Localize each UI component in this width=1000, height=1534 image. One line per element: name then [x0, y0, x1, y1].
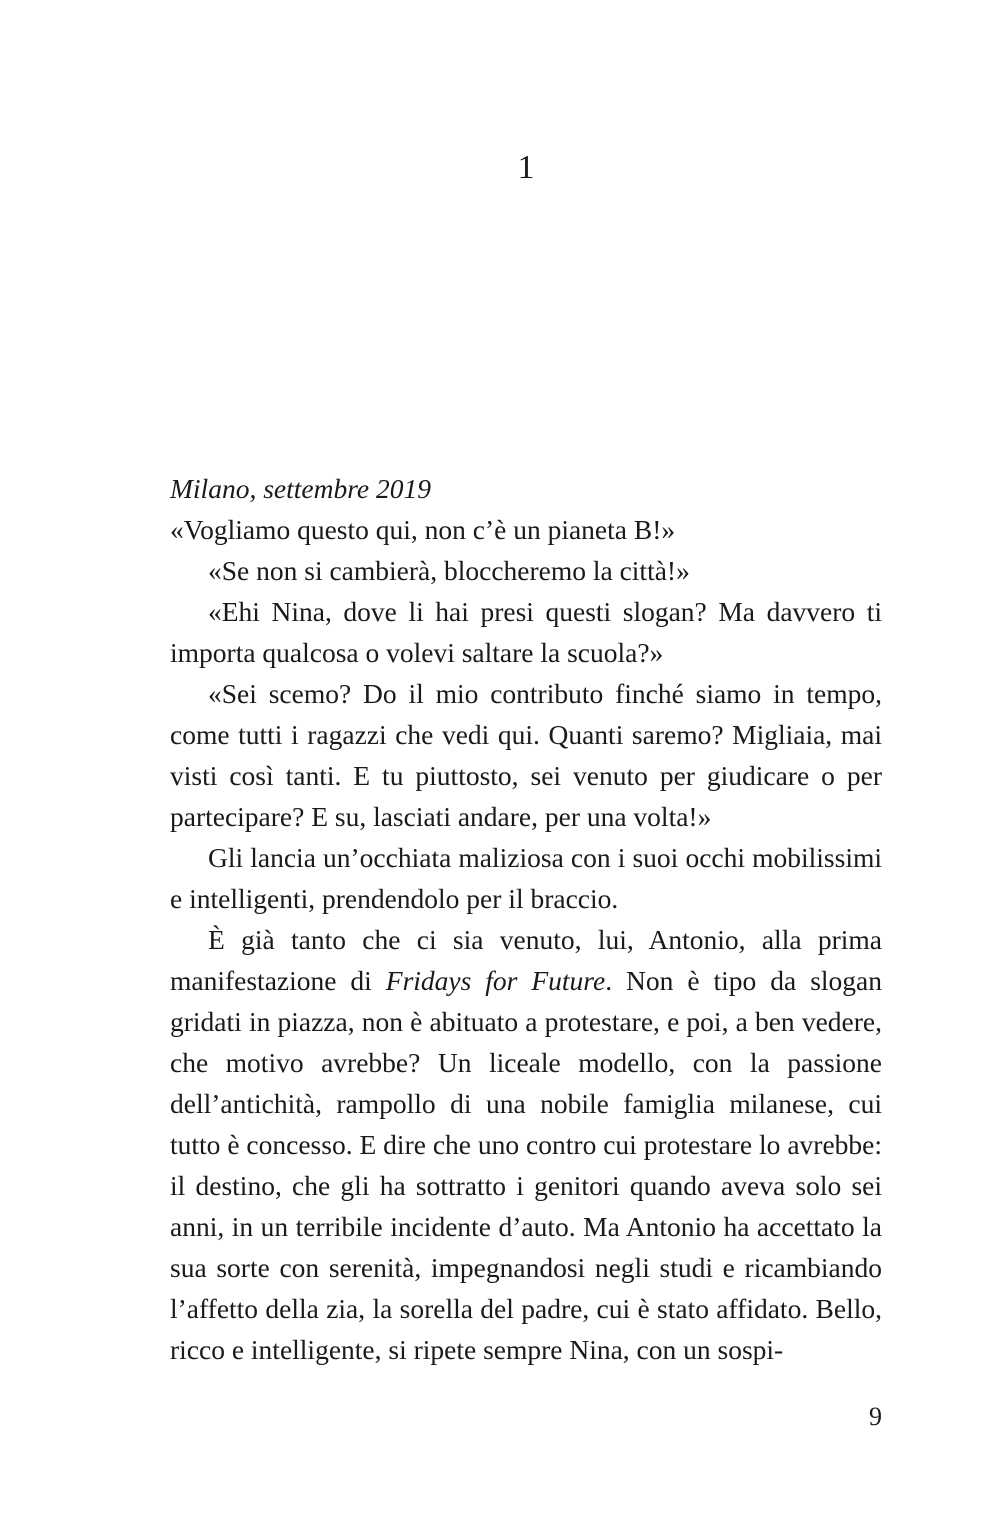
paragraph: «Se non si cambierà, bloccheremo la città!» [208, 555, 690, 586]
paragraph: «Ehi Nina, dove li hai presi questi slogan? Ma davvero ti importa qualcosa o volevi saltare la scuola?» [170, 596, 882, 668]
paragraph-text: È già tanto che ci sia venuto, lui, Antonio, alla prima manifestazione di [170, 924, 882, 996]
paragraph: «Vogliamo questo qui, non c’è un pianeta B!» [170, 514, 676, 545]
page-number: 9 [869, 1402, 882, 1431]
italic-book-title: Fridays for Future [385, 965, 606, 996]
paragraph: «Sei scemo? Do il mio contributo finché siamo in tempo, come tutti i ragazzi che vedi qui. Quanti saremo? Migliaia, mai visti così tanti. E tu piuttosto, sei venuto per giudicare o per partecipare? E su, lasciati andare, per una volta!» [170, 678, 882, 832]
paragraph-text: . Non è tipo da slogan gridati in piazza, non è abituato a protestare, e poi, a ben vedere, che motivo avrebbe? Un liceale modello, con la passione dell’antichità, rampollo di una nobile famiglia milanese, cui tutto è concesso. E dire che uno contro cui protestare lo avrebbe: il destino, che gli ha sottratto i genitori quando aveva solo sei anni, in un terribile incidente d’auto. Ma Antonio ha accettato la sua sorte con serenità, impegnandosi negli studi e ricambiando l’affetto della zia, la sorella del padre, cui è stato affidato. Bello, ricco e intelligente, si ripete sempre Nina, con un sospi- [170, 965, 882, 1365]
text-block [170, 468, 882, 1370]
chapter-number: 1 [517, 149, 535, 186]
paragraph: Gli lancia un’occhiata maliziosa con i suoi occhi mobilissimi e intelligenti, prendendolo per il braccio. [170, 842, 882, 914]
dateline: Milano, settembre 2019 [170, 473, 431, 504]
paragraph [170, 919, 882, 1370]
